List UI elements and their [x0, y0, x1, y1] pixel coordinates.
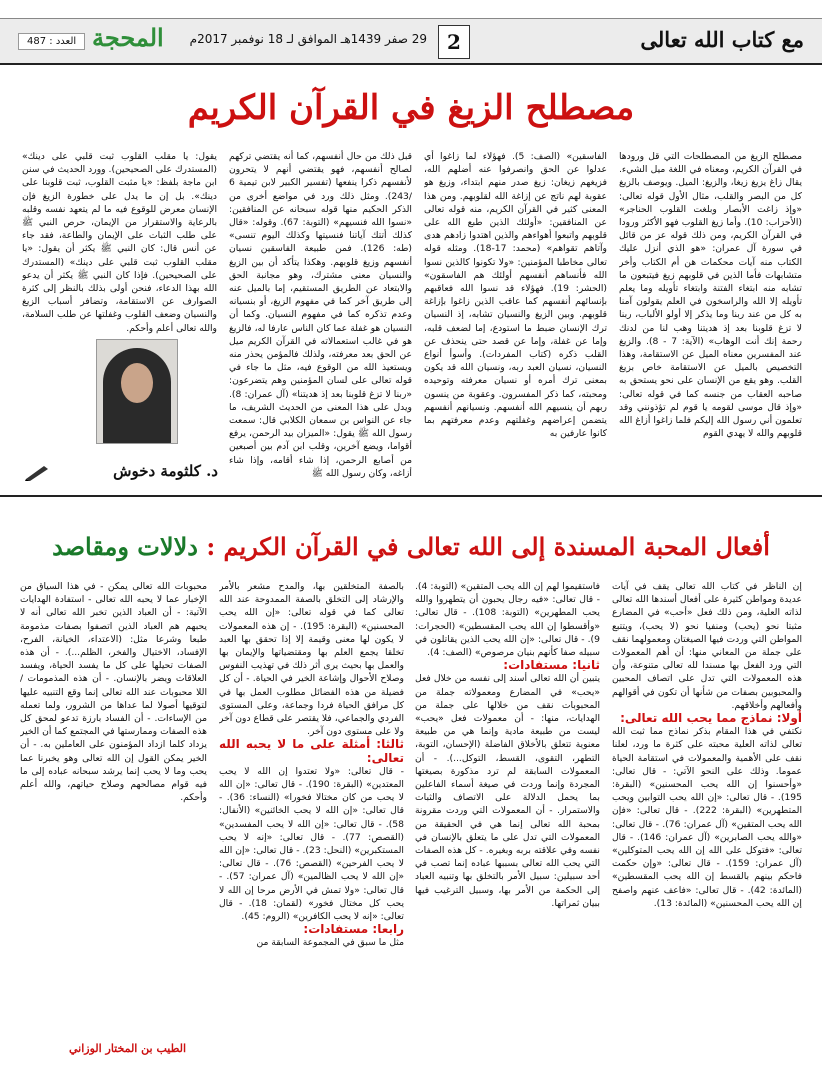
- article1-column-2: [424, 150, 607, 490]
- article2-column-3: [219, 580, 404, 1060]
- article1-title: مصطلح الزيغ في القرآن الكريم: [187, 88, 635, 128]
- article1-column-1: [619, 150, 802, 490]
- article2-col2b-text: يتبين أن الله تعالى أسند إلى نفسه من خلال فعل «يحب» في المضارع ومعمولاته جملة من المحبوبات نقف من خلالها على جملة من الهدايات، منها: - أن معمولات فعل «يحب» ليست من طبيعة مادية وإنما هي من طبيعة معنوية تتعلق بالأخلاق الفاضلة (الإحسان، التوبة، التطهر، التقوى، القسط، التوكل...). - أن المعمولات السابقة لم ترد مذكورة بصيغتها المجردة وإنما وردت في صيغة أسماء الفاعلين بما يحمل الدلالة على الاتصاف والثبات والاستمرار. - أن المعمولات التي وردت مقرونة بمحبة الله تعالى إنما هي في الحقيقة من المعمولات التي تدل على ما يتعلق بالإنسان في نفسه وفي علاقته بربه وبغيره. - كل هذه الصفات التي يحب الله تعالى بسببها عباده إنما تصب في أحد سبيلين: سبيل الأمر بالتخلق بها وتنبيه العباد إلى الحكمة من الأمر بها، وسبيل الترغيب فيها ببيان ثمراتها.: [415, 673, 600, 909]
- article2-col3c-text: مثل ما سبق في المجموعة السابقة من: [256, 937, 404, 949]
- article1-col2-text: الفاسقين» (الصف: 5). فهؤلاء لما زاغوا أي عدلوا عن الحق وانصرفوا عنه أضلهم الله، فزيغهم زيغان: زيغ صدر منهم ابتداء، وزيغ هو عقوبة لهم ناتج عن إزاغة الله لقلوبهم. ومن هذا المعنى كثير في القرآن الكريم، منه قوله تعالى عن المنافقين: «أولئك الذين طبع الله على قلوبهم واتبعوا أهواءهم والذين اهتدوا زادهم هدى وآتاهم تقواهم» (محمد: 17-18). ومثله قوله تعالى مخاطبا المؤمنين: «ولا تكونوا كالذين نسوا الله فأنساهم أنفسهم أولئك هم الفاسقون» (الحشر: 19). فهؤلاء قد نسوا الله فعاقبهم بإنسائهم أنفسهم كما عاقب الذين زاغوا بإزاغة قلوبهم. وبين الزيغ والنسيان تشابه، إذ النسيان ترك الإنسان ضبط ما استودع، إما لضعف قلبه، وإما عن غفلة، وإما عن قصد حتى ينحذف عن القلب ذكره (كتاب المفردات). وأسوأ أنواع النسيان، نسيان العبد ربه، ونسيان الله قد يكون بمعنى ترك أمره أو نسيان معرفته وتوحيده ومحبته، كما ذكر المفسرون. وعقوبة من ينسون ربهم أن ينسيهم الله أنفسهم. ونسيانهم أنفسهم يتضمن إعراضهم وغفلتهم وعدم معرفتهم بما كانوا عارفين به: [424, 151, 607, 440]
- article1-col3-text: قبل ذلك من حال أنفسهم، كما أنه يقتضي تركهم لصالح أنفسهم، فهو يقتضي أنهم لا يتحرون لأنفسهم ذكرا ينفعها (تفسير الكبير لابن تيمية 6 /243). ومثل ذلك ورد في مواضع أخرى من الذكر الحكيم منها قوله سبحانه عن المنافقين: «نسوا الله فنسيهم» (التوبة: 67). وقوله: «قال كذلك أتتك آياتنا فنسيتها وكذلك اليوم تنسى» (طه: 126). فمن طبيعة الفاسقين نسيان أنفسهم وزيغ قلوبهم. وهكذا يتأكد أن بين الزيغ والنسيان معنى مشترك، وهو مجانبة الحق والابتعاد عن الطريق المستقيم، إما بالميل عنه إلى طريق آخر كما في مفهوم الزيغ، أو بنسيانه وعدم تذكره كما في مفهوم النسيان. وكما أن النسيان هو غفلة عما كان الناس عارفا له، فالزيغ هو في غالب استعمالاته في القرآن الكريم ميل عن الحق بعد معرفته، ولذلك فالمؤمن يحذر منه ويستعيذ الله من الوقوع فيه، مثل ما جاء في قوله تعالى على لسان المؤمنين وهم يتضرعون: «ربنا لا تزغ قلوبنا بعد إذ هديتنا» (آل عمران: 8). ويدل على هذا المعنى من الحديث الشريف، ما جاء عن النواس بن سمعان الكلابي قال: سمعت رسول الله ﷺ يقول: «الميزان بيد الرحمن، يرفع أقواما، ويضع آخرين، وقلب ابن آدم بين أصبعين من أصابع الرحمن، إذا شاء أقامه، وإذا شاء أزاغه، وكان رسول الله ﷺ: [229, 151, 412, 479]
- article1-col4-text: يقول: يا مقلب القلوب ثبت قلبي على دينك» (المستدرك على الصحيحين). وورد الحديث في سنن ابن ماجة بلفظ: «يا مثبت القلوب، ثبت قلوبنا على دينك». بل إن ما يدل على خطورة الزيغ فإن الإنسان معرض للوقوع فيه ما لم يتعهد نفسه وقلبه بالرعاية والاستقرار من الإيمان، حرص النبي ﷺ على طلب الثبات على الإيمان والطاعة، فقد جاء عن أنس قال: كان النبي ﷺ يكثر أن يقول: «يا مقلب القلوب ثبت قلبي على دينك» (المستدرك على الصحيحين). فإذا كان النبي ﷺ يكثر أن يدعو الله بهذا الدعاء، فنحن أولى بذلك بالنظر إلى كثرة الصوارف عن الاستقامة، وتضافر أسباب الزيغ والنسيان وضعف القلوب وغفلتها عن طلب السلامة، والله تعالى أعلم وأحكم.: [22, 151, 217, 334]
- issue-number: العدد : 487: [18, 33, 85, 50]
- article1-column-3: [229, 150, 412, 490]
- article2-col3b-text: - قال تعالى: «ولا تعتدوا إن الله لا يحب المعتدين» (البقرة: 190). - قال تعالى: «إن الله لا يحب من كان مختالا فخورا» (النساء: 36). - قال تعالى: «إن الله لا يحب الخائنين» (الأنفال: 58). - قال تعالى: «إن الله لا يحب المفسدين» (القصص: 77). - قال تعالى: «إنه لا يحب المستكبرين» (النحل: 23). - قال تعالى: «إن الله لا يحب الفرحين» (القصص: 76). - قال تعالى: «إن الله لا يحب الظالمين» (آل عمران: 57). - قال تعالى: «ولا تمش في الأرض مرحا إن الله لا يحب كل مختال فخور» (لقمان: 18). - قال تعالى: «إنه لا يحب الكافرين» (الروم: 45).: [219, 765, 404, 923]
- article2-title: [0, 532, 822, 561]
- article2-col4a-text: محبوبات الله تعالى يمكن - في هذا السياق من الإخبار عما لا يحبه الله تعالى - استفادة الهدايات الآتية: - أن العباد الذين تخبر الله تعالى أنه لا يحبهم هم العباد الذين اتصفوا بصفات مذمومة طبعا وشرعا مثل: (الاعتداء، الخيانة، الفرح، الإفساد، الاختيال والفخر، الظلم...). - أن هذه الصفات تحيلها على كل ما يفسد الحياة، ويفسد العلاقات ويضر بالإنسان. - أن هذه المذمومات / اللا محبوبات عند الله تعالى إنما وقع التنبيه عليها لتوقيها أصولا لما عداها من الشرور، ولما تعمله من الإساءات. - أن الفساد بارزة تدعو لمحق كل هذه الصفات وممارستها في المجتمع كما أن الخير يزداد كلما ازداد المؤمنون على العاملين به. - أن الخير يمكن القول إن الله تعالى وهو يخبرنا عما يحب وما لا يحب إنما يرشد سبحانه عباده إلى ما فيه قوام مصالحهم وصلاح حياتهم، والله أعلم وأحكم.: [20, 581, 207, 804]
- article1-author: د. كلثومة دخوش: [113, 462, 218, 480]
- article2-subheading-4: رابعا: مستفادات:: [303, 922, 404, 937]
- pen-icon: [24, 463, 50, 481]
- issue-date: 29 صفر 1439هـ الموافق لـ 18 نوفمبر 2017م: [189, 32, 427, 46]
- page-number: 2: [438, 25, 470, 59]
- article2-title-main: أفعال المحبة المسندة إلى الله تعالى في القرآن الكريم :: [197, 532, 770, 561]
- page-header: [0, 18, 822, 65]
- article1-col1-text: مصطلح الزيغ من المصطلحات التي قل ورودها في القرآن الكريم، ومعناه في اللغة ميل الشيء. يقال زاغ يزيغ زيغا، والزيغ: الميل. ويوصف بالزيغ كل من البصر والقلب، مثال الأول قوله تعالى: «وإذ زاغت الأبصار وبلغت القلوب الحناجر» (الأحزاب: 10). وأما زيغ القلوب فهو الأكثر ورودا في القرآن الكريم، ومن ذلك قوله عز من قائل في سورة آل عمران: «هو الذي أنزل عليك الكتاب منه آيات محكمات هن أم الكتاب وأخر متشابهات فأما الذين في قلوبهم زيغ فيتبعون ما تشابه منه ابتغاء الفتنة وابتغاء تأويله وما يعلم تأويله إلا الله والراسخون في العلم يقولون آمنا به كل من عند ربنا وما يذكر إلا أولو الألباب، ربنا لا تزغ قلوبنا بعد إذ هديتنا وهب لنا من لدنك رحمة إنك أنت الوهاب» (الآية: 7 - 8). والزيغ عند المفسرين معناه الميل عن الاستقامة، وهذا التخصيص بالميل عن الاستقامة خاص بزيغ القلب. وهو يقع من الإنسان على نحو يستحق به صاحبه العقاب من جنسه كما في قوله تعالى: «وإذ قال موسى لقومه يا قوم لم تؤذونني وقد تعلمون أني رسول الله إليكم فلما زاغوا أزاغ الله قلوبهم والله لا يهدي القوم: [619, 151, 802, 440]
- article2-author: الطيب بن المختار الوزاني: [68, 1042, 186, 1055]
- newspaper-logo: المحجة: [92, 23, 164, 52]
- article2-col3a-text: بالصفة المتخلقين بها، والمدح مشعر بالأمر والإرشاد إلى التخلق بالصفة الممدوحة عند الله تعالى كما في قوله تعالى: «إن الله يحب المحسنين» (البقرة: 195). - إن هذه المعمولات لا يكون لها معنى وقيمة إلا إذا تحقق بها العبد تخلقا يجمع العلم بها ومقتضياتها والإيمان بها والعمل بها بحيث يرى أثر ذلك في تهذيب النفوس وصلاح الأحوال وإشاعة الخير في الحياة. - أن كل فضيلة من هذه الفضائل مطلوب العمل بها في كل مرافق الحياة فردا وجماعة، وعلى المستوى الفردي والجماعي، فلا يقتصر على قطاع دون آخر ولا على مستوى دون آخر.: [219, 581, 404, 738]
- article2-col1b-text: نكتفي في هذا المقام بذكر نماذج مما ثبت الله تعالى لذاته العلية محبته على كثرة ما ورد، لعلنا نقف على الأهمية والمعمولات في استقامة الحياة عموما. وذلك على النحو الآتي: - قال تعالى: «وأحسنوا إن الله يحب المحسنين» (البقرة: 195). - قال تعالى: «إن الله يحب التوابين ويحب المتطهرين» (البقرة: 222). - قال تعالى: «فإن الله يحب المتقين» (آل عمران: 76). - قال تعالى: «والله يحب الصابرين» (آل عمران: 146). - قال تعالى: «فتوكل على الله إن الله يحب المتوكلين» (آل عمران: 159). - قال تعالى: «وإن حكمت فاحكم بينهم بالقسط إن الله يحب المقسطين» (المائدة: 42). - قال تعالى: «فاعف عنهم واصفح إن الله يحب المحسنين» (المائدة: 13).: [612, 726, 802, 909]
- section-title: مع كتاب الله تعالى: [640, 27, 804, 52]
- article1-column-4: [22, 150, 217, 336]
- article2-column-4: [20, 580, 207, 1035]
- article2-col1a-text: إن الناظر في كتاب الله تعالى يقف في آيات عديدة ومواطن كثيرة على أفعال أسندها الله تعالى لذاته العلية، ومن ذلك فعل «أحب» في المضارع مثبتا نحو (يحب) ومنفيا نحو (لا يحب)، ويتتبع المواطن التي وردت فيها الصيغتان ومعمولهما نقف على جملة من المعاني منها: أن أهم المعمولات التي ورد الفعل بها مسندا لله تعالى متنوعة، وأن هذه المعمولات التي تدل على اتصاف المحبين والمحبوبين بصفات من شأنها أن تكون في أقوالهم وأفعالهم وأخلاقهم.: [612, 581, 802, 711]
- author-photo-face: [121, 363, 153, 403]
- article-divider: [0, 495, 822, 497]
- article2-subheading-2: ثانيا: مستفادات:: [503, 658, 600, 673]
- article2-title-accent: دلالات ومقاصد: [52, 532, 198, 561]
- article2-column-1: [612, 580, 802, 1060]
- article2-column-2: [415, 580, 600, 1060]
- author-photo: [96, 339, 178, 444]
- article2-col2a-text: فاستقيموا لهم إن الله يحب المتقين» (التوبة: 4). - قال تعالى: «فيه رجال يحبون أن يتطهروا والله يحب المطهرين» (التوبة: 108). - قال تعالى: «وأقسطوا إن الله يحب المقسطين» (الحجرات: 9). - قال تعالى: «إن الله يحب الذين يقاتلون في سبيله صفا كأنهم بنيان مرصوص» (الصف: 4).: [415, 581, 600, 659]
- article2-subheading-3: ثالثا: أمثلة على ما لا يحبه الله تعالى:: [219, 737, 404, 765]
- article2-subheading-1: أولا: نماذج مما يحب الله تعالى:: [620, 711, 802, 726]
